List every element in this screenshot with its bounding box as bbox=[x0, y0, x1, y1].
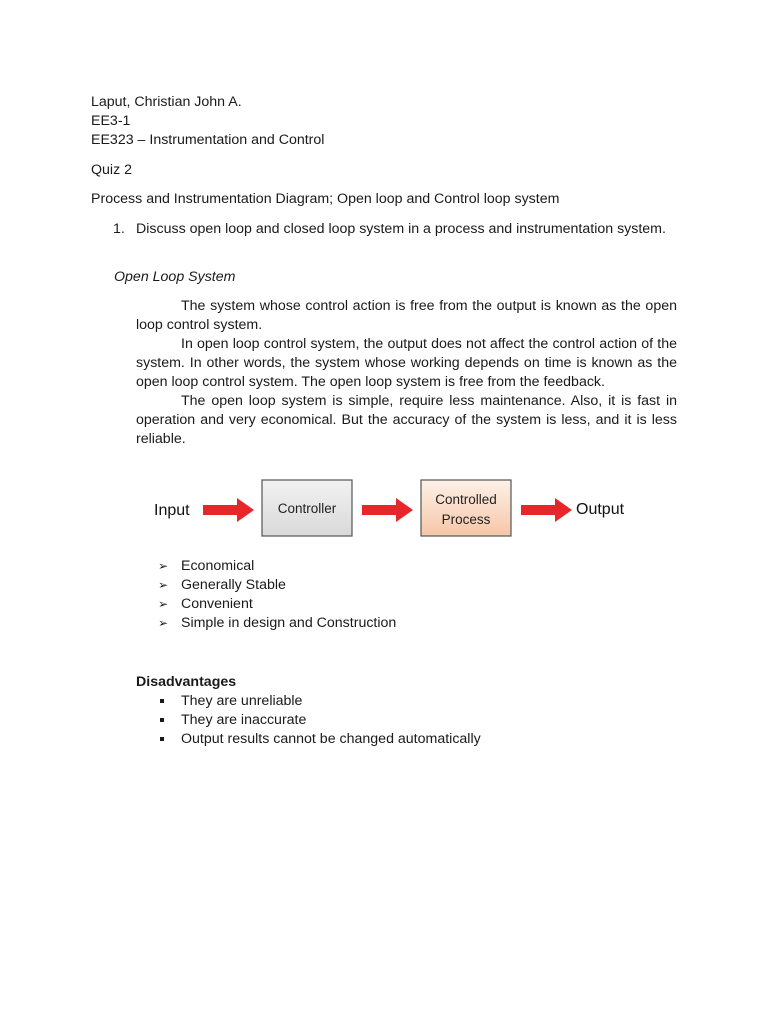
student-section: EE3-1 bbox=[91, 113, 131, 129]
diagram-input-label: Input bbox=[154, 502, 190, 519]
question-number: 1. bbox=[113, 221, 125, 237]
list-item: Output results cannot be changed automatically bbox=[158, 730, 481, 749]
open-loop-paragraph-1: The system whose control action is free from the output is known as the open loop control system. bbox=[136, 298, 677, 333]
disadvantages-list bbox=[158, 692, 481, 749]
square-bullet-icon bbox=[160, 718, 164, 722]
open-loop-paragraph-3: The open loop system is simple, require less maintenance. Also, it is fast in operation and very economical. But the accuracy of the system is less, and it is less reliable. bbox=[136, 393, 677, 447]
course-title: EE323 – Instrumentation and Control bbox=[91, 132, 325, 148]
arrow-bullet-icon: ➢ bbox=[158, 578, 169, 592]
open-loop-body bbox=[136, 297, 677, 449]
open-loop-paragraph-2: In open loop control system, the output does not affect the control action of the system. In other words, the system whose working depends on time is known as the open loop control system. The open loop system is free from the feedback. bbox=[136, 336, 677, 390]
list-item: ➢ Convenient bbox=[158, 596, 253, 612]
question-text: Discuss open loop and closed loop system in a process and instrumentation system. bbox=[136, 221, 666, 237]
arrow-bullet-icon: ➢ bbox=[158, 616, 169, 630]
disadvantages-heading: Disadvantages bbox=[136, 674, 237, 690]
controlled-process-block bbox=[421, 480, 511, 536]
list-item: They are inaccurate bbox=[158, 711, 481, 730]
controlled-process-label-line1: Controlled bbox=[435, 492, 497, 507]
diagram-output-label: Output bbox=[576, 501, 625, 518]
controller-label: Controller bbox=[277, 501, 337, 516]
arrow-output-icon bbox=[521, 498, 572, 522]
arrow-bullet-icon: ➢ bbox=[158, 597, 169, 611]
open-loop-heading: Open Loop System bbox=[114, 269, 236, 285]
arrow-input-icon bbox=[203, 498, 254, 522]
list-item: They are unreliable bbox=[158, 692, 481, 711]
advantages-list bbox=[158, 557, 396, 633]
list-item: ➢ Generally Stable bbox=[158, 577, 286, 593]
square-bullet-icon bbox=[160, 699, 164, 703]
controlled-process-label-line2: Process bbox=[441, 512, 491, 527]
arrow-bullet-icon: ➢ bbox=[158, 559, 169, 573]
list-item: ➢ Economical bbox=[158, 558, 255, 574]
quiz-title: Quiz 2 bbox=[91, 162, 133, 178]
student-name: Laput, Christian John A. bbox=[91, 94, 242, 110]
square-bullet-icon bbox=[160, 737, 164, 741]
list-item: ➢ Simple in design and Construction bbox=[158, 615, 397, 631]
quiz-topic: Process and Instrumentation Diagram; Open loop and Control loop system bbox=[91, 191, 560, 207]
open-loop-block-diagram bbox=[140, 470, 660, 550]
arrow-middle-icon bbox=[362, 498, 413, 522]
